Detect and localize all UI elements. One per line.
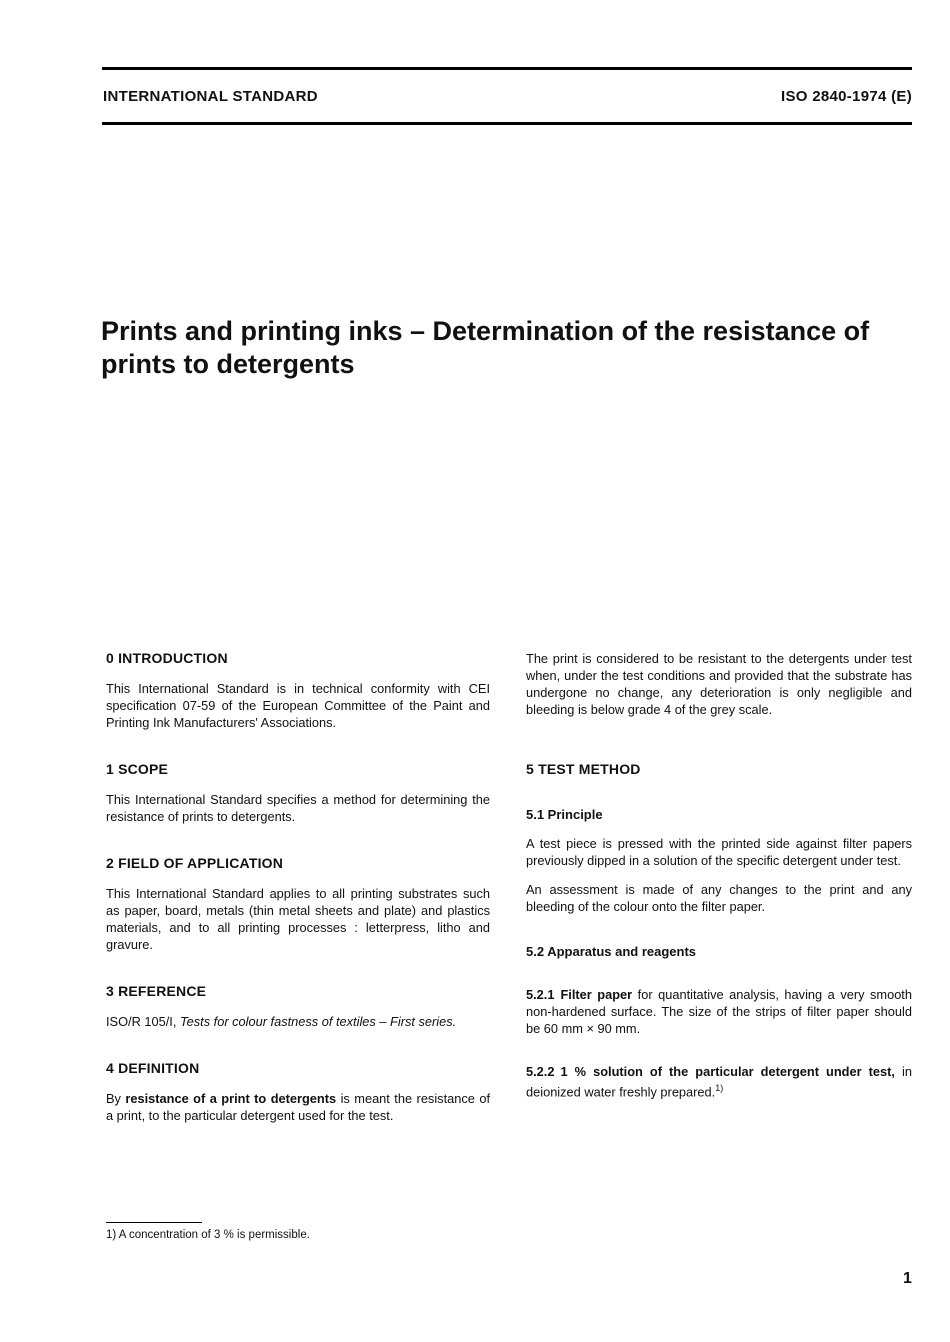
page-number: 1 bbox=[903, 1270, 912, 1287]
item-5-2-2 bbox=[526, 1063, 912, 1100]
definition-pre: By bbox=[106, 1091, 121, 1106]
definition-continued: The print is considered to be resistant to the detergents under test when, under the test conditions and provided that the substrate has undergone no change, any deterioration is only negligible and bleeding is below grade 4 of the grey scale. bbox=[526, 651, 912, 717]
item-5-2-1-number: 5.2.1 bbox=[526, 987, 555, 1002]
principle-paragraph-1: A test piece is pressed with the printed side against filter papers previously dipped in a solution of the specific detergent under test. bbox=[526, 836, 912, 868]
principle-paragraph-2: An assessment is made of any changes to the print and any bleeding of the colour onto the filter paper. bbox=[526, 882, 912, 914]
footnote: 1) A concentration of 3 % is permissible. bbox=[106, 1229, 310, 1241]
scope-heading: 1 SCOPE bbox=[106, 761, 169, 777]
reference-heading: 3 REFERENCE bbox=[106, 983, 207, 999]
header-left: INTERNATIONAL STANDARD bbox=[103, 88, 318, 105]
test-method-heading: 5 TEST METHOD bbox=[526, 761, 641, 777]
footnote-rule bbox=[106, 1222, 202, 1223]
reference-title: Tests for colour fastness of textiles – First series. bbox=[179, 1014, 457, 1029]
item-5-2-2-text: in deionized water freshly prepared. bbox=[526, 1064, 912, 1100]
reference-code: ISO/R 105/I, bbox=[106, 1014, 177, 1029]
definition-term: resistance of a print to detergents bbox=[125, 1091, 337, 1106]
reference-text bbox=[106, 1013, 490, 1030]
item-5-2-2-term: 1 % solution of the particular detergent under test, bbox=[560, 1064, 895, 1079]
item-5-2-2-number: 5.2.2 bbox=[526, 1064, 555, 1079]
left-column bbox=[106, 650, 490, 1124]
item-5-2-1-term: Filter paper bbox=[560, 987, 633, 1002]
scope-text: This International Standard specifies a method for determining the resistance of prints to detergents. bbox=[106, 792, 490, 824]
introduction-text: This International Standard is in technical conformity with CEI specification 07-59 of the European Committee of the Paint and Printing Ink Manufacturers' Associations. bbox=[106, 681, 490, 730]
header-right: ISO 2840-1974 (E) bbox=[780, 88, 912, 105]
definition-text bbox=[106, 1090, 490, 1124]
field-heading: 2 FIELD OF APPLICATION bbox=[106, 855, 284, 871]
principle-heading: 5.1 Principle bbox=[526, 807, 603, 822]
header-rule-bottom bbox=[102, 122, 912, 125]
right-column bbox=[526, 650, 912, 1100]
item-5-2-1-text: for quantitative analysis, having a very smooth non-hardened surface. The size of the strips of filter paper should be 60 mm × 90 mm. bbox=[526, 987, 912, 1036]
definition-heading: 4 DEFINITION bbox=[106, 1060, 200, 1076]
header-rule-top bbox=[102, 67, 912, 70]
field-text: This International Standard applies to all printing substrates such as paper, board, metals (thin metal sheets and plate) and plastics materials, and to all printing processes : letterpress, litho and gravure. bbox=[106, 886, 490, 952]
apparatus-heading: 5.2 Apparatus and reagents bbox=[526, 944, 697, 959]
definition-post: is meant the resistance of a print, to the particular detergent used for the test. bbox=[106, 1091, 491, 1123]
item-5-2-1 bbox=[526, 986, 912, 1037]
introduction-heading: 0 INTRODUCTION bbox=[106, 650, 228, 666]
footnote-marker: 1) bbox=[715, 1083, 724, 1093]
document-title: Prints and printing inks – Determination of the resistance of prints to detergents bbox=[101, 316, 870, 379]
